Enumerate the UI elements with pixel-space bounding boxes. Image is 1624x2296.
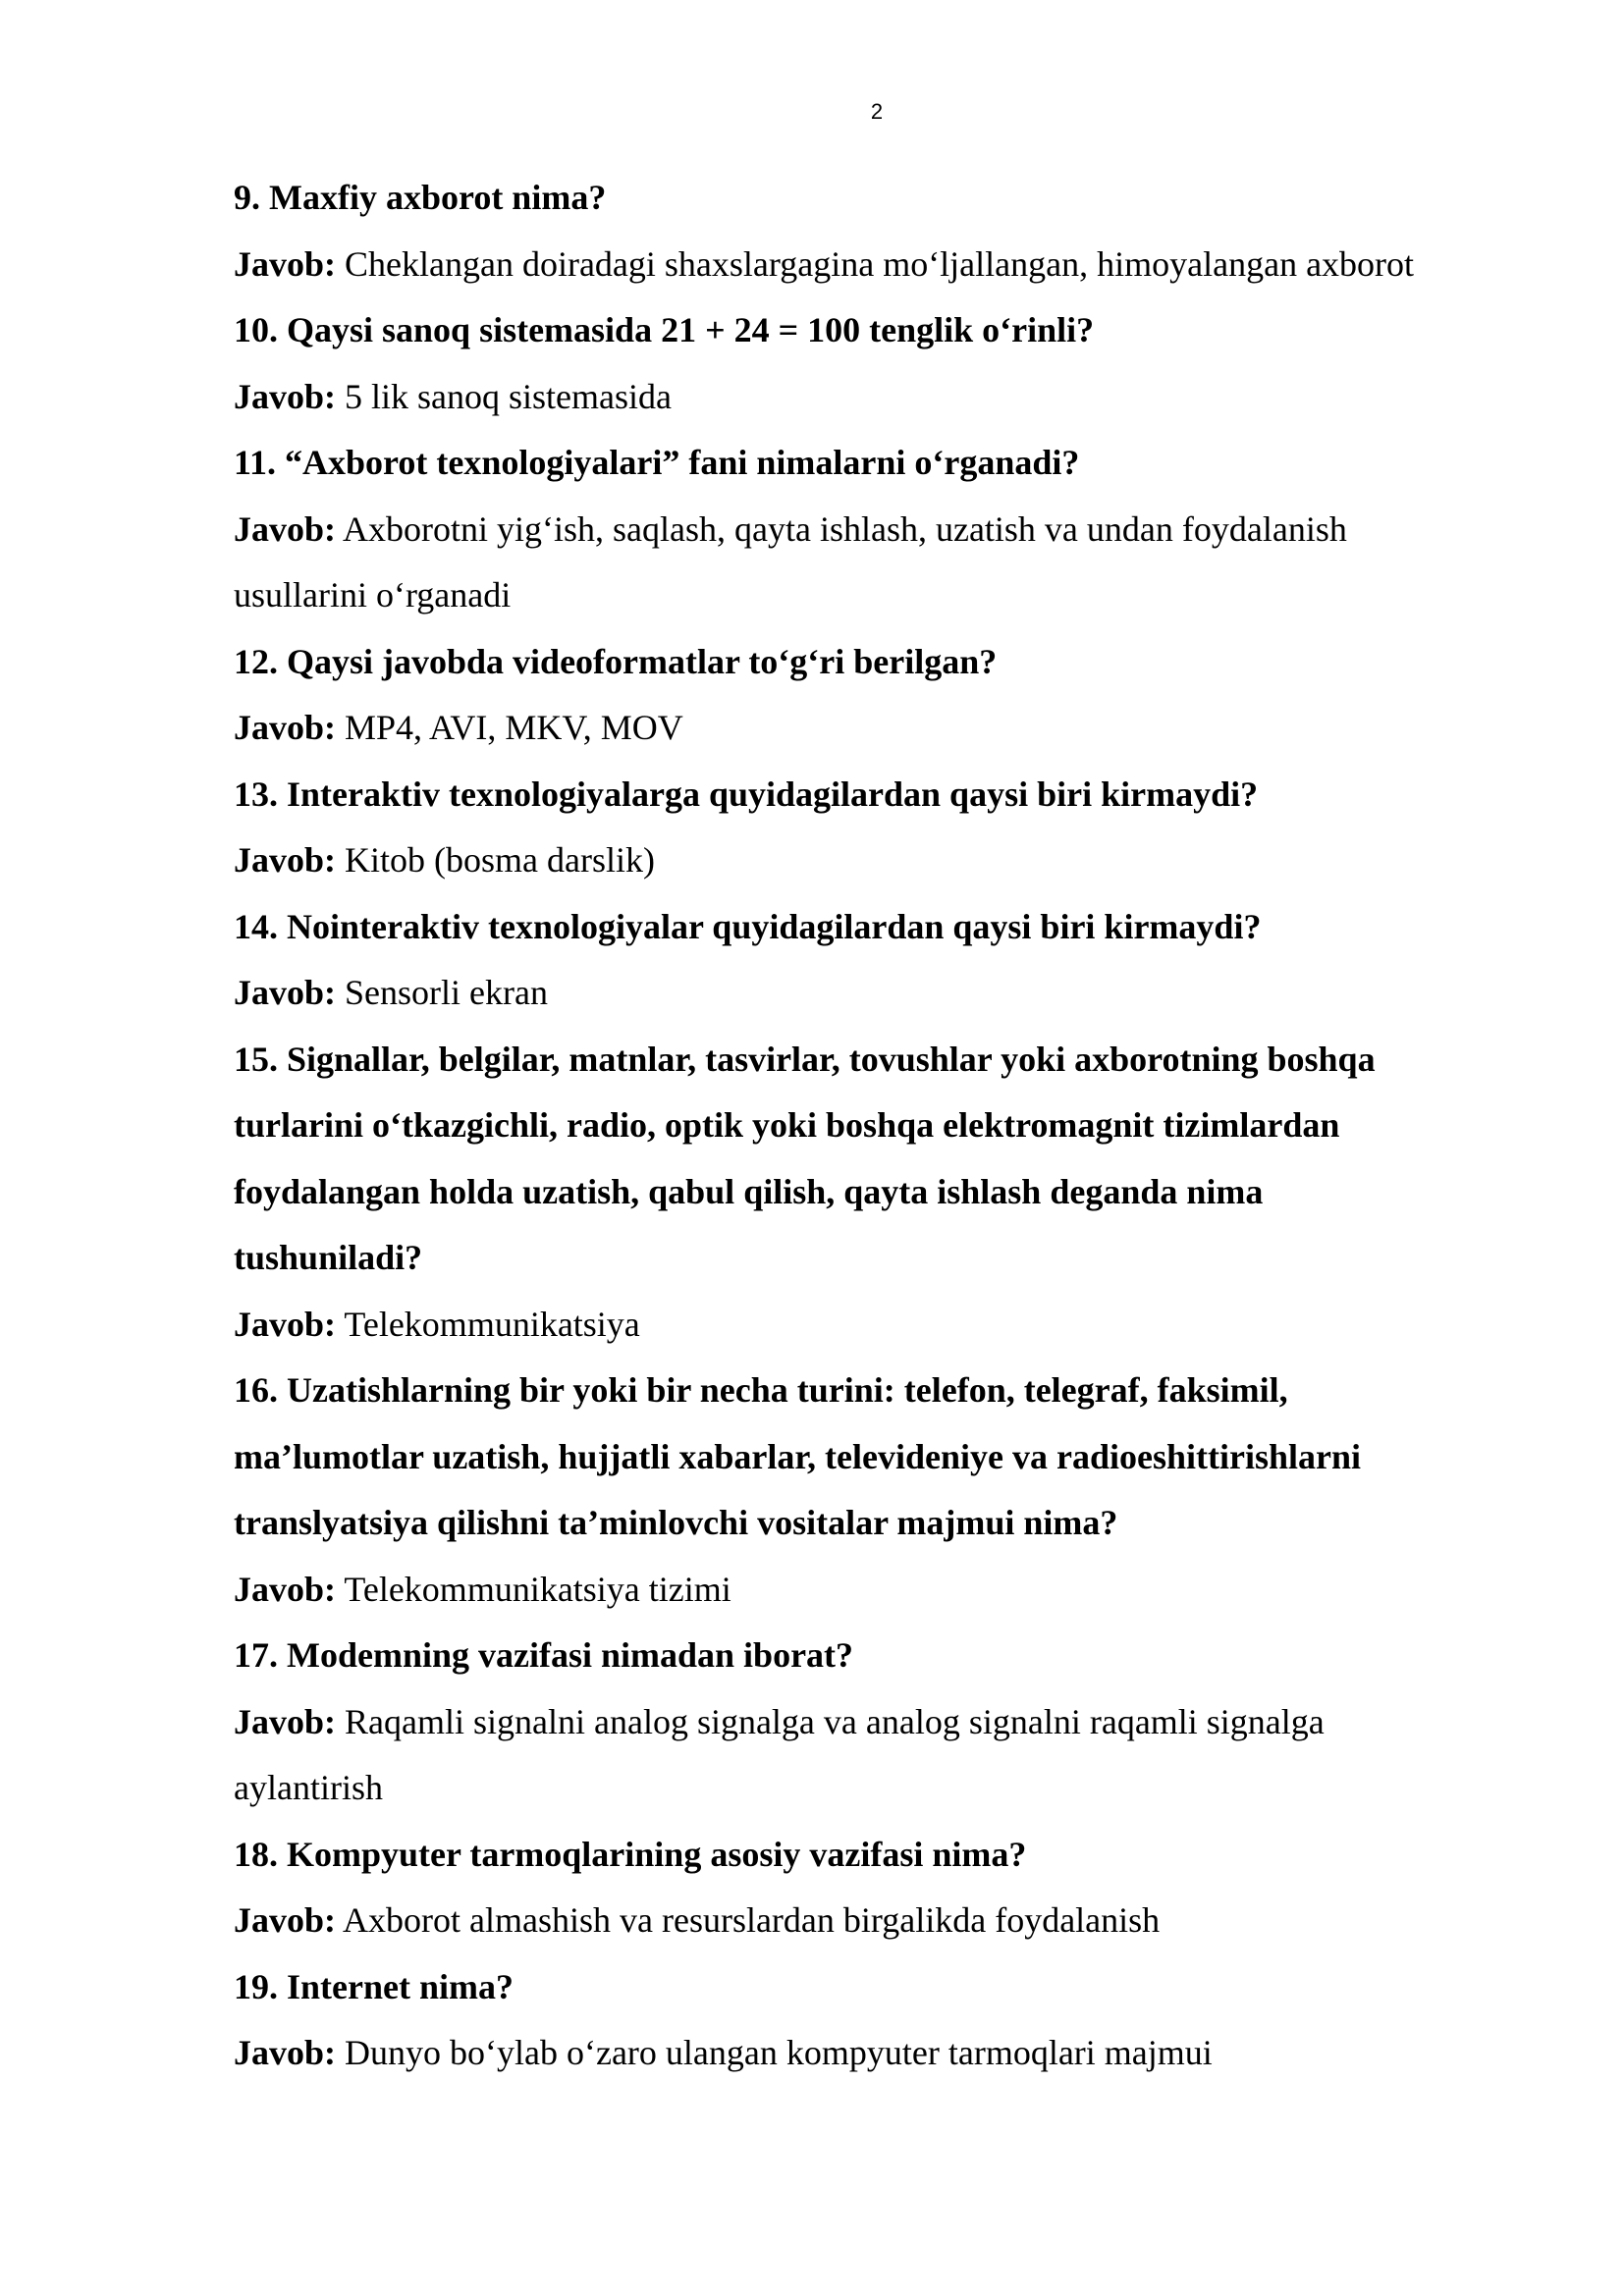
answer-text: Sensorli ekran (345, 973, 548, 1012)
qa-item (234, 1358, 1549, 1623)
answer-line (234, 497, 1549, 563)
qa-list (234, 165, 1549, 2087)
answer-label: Javob: (234, 508, 337, 549)
answer-label: Javob: (234, 2033, 337, 2072)
qa-item (234, 430, 1549, 629)
answer (234, 1689, 1549, 1822)
question (234, 297, 1549, 364)
answer-text: Telekommunikatsiya tizimi (344, 1569, 731, 1609)
question (234, 1822, 1549, 1889)
answer-label: Javob: (234, 708, 337, 747)
answer-text: MP4, AVI, MKV, MOV (345, 708, 683, 747)
qa-item (234, 1027, 1549, 1359)
answer-line (234, 828, 1549, 894)
answer-line (234, 1557, 1549, 1624)
answer (234, 1888, 1549, 1954)
question-line: ma’lumotlar uzatish, hujjatli xabarlar, televideniye va radioeshittirishlarni (234, 1436, 1361, 1476)
question-line: 9. Maxfiy axborot nima? (234, 178, 607, 217)
answer-line (234, 695, 1549, 762)
question-line: 16. Uzatishlarning bir yoki bir necha turini: telefon, telegraf, faksimil, (234, 1370, 1288, 1410)
answer-text: usullarini o‘rganadi (234, 575, 512, 614)
answer-line (234, 960, 1549, 1027)
answer-line (234, 1755, 1549, 1822)
answer (234, 2020, 1549, 2087)
question (234, 1027, 1549, 1292)
question (234, 894, 1549, 961)
answer-label: Javob: (234, 1900, 337, 1940)
question (234, 1623, 1549, 1689)
question-line: 11. “Axborot texnologiyalari” fani nimalarni o‘rganadi? (234, 443, 1080, 482)
qa-item (234, 165, 1549, 297)
qa-item (234, 1623, 1549, 1822)
answer (234, 960, 1549, 1027)
answer-text: 5 lik sanoq sistemasida (345, 376, 672, 416)
question (234, 165, 1549, 232)
answer (234, 1557, 1549, 1624)
question-line: 12. Qaysi javobda videoformatlar to‘g‘ri berilgan? (234, 641, 998, 681)
qa-item (234, 1954, 1549, 2087)
question-line: 19. Internet nima? (234, 1966, 514, 2006)
answer-label: Javob: (234, 973, 337, 1012)
question (234, 762, 1549, 828)
answer-text: Dunyo bo‘ylab o‘zaro ulangan kompyuter tarmoqlari majmui (345, 2033, 1213, 2072)
answer-label: Javob: (234, 1304, 337, 1344)
answer-text: Axborotni yig‘ish, saqlash, qayta ishlash, uzatish va undan foydalanish (343, 508, 1347, 549)
answer (234, 695, 1549, 762)
answer-text: Telekommunikatsiya (344, 1304, 640, 1344)
question (234, 629, 1549, 696)
answer (234, 828, 1549, 894)
answer-label: Javob: (234, 1701, 337, 1741)
answer (234, 497, 1549, 629)
question-line: 15. Signallar, belgilar, matnlar, tasvirlar, tovushlar yoki axborotning boshqa (234, 1039, 1376, 1079)
question-line: tushuniladi? (234, 1238, 423, 1277)
answer-text: Kitob (bosma darslik) (345, 840, 655, 880)
answer-text: Axborot almashish va resurslardan birgalikda foydalanish (343, 1900, 1161, 1940)
qa-item (234, 629, 1549, 762)
answer-text: Raqamli signalni analog signalga va analog signalni raqamli signalga (345, 1701, 1325, 1741)
answer-label: Javob: (234, 840, 337, 880)
answer-text: aylantirish (234, 1768, 383, 1807)
question-line: 17. Modemning vazifasi nimadan iborat? (234, 1635, 854, 1675)
question-line: translyatsiya qilishni ta’minlovchi vositalar majmui nima? (234, 1503, 1118, 1542)
answer (234, 1292, 1549, 1359)
page-number: 2 (870, 99, 884, 124)
answer-line (234, 1292, 1549, 1359)
answer-line (234, 562, 1549, 629)
answer-line (234, 1689, 1549, 1756)
answer-label: Javob: (234, 376, 337, 416)
question-line: 14. Nointeraktiv texnologiyalar quyidagilardan qaysi biri kirmaydi? (234, 906, 1262, 946)
answer-label: Javob: (234, 1569, 337, 1609)
answer-text: Cheklangan doiradagi shaxslargagina mo‘ljallangan, himoyalangan axborot (345, 243, 1415, 284)
question-line: 18. Kompyuter tarmoqlarining asosiy vazifasi nima? (234, 1834, 1027, 1874)
question-line: turlarini o‘tkazgichli, radio, optik yoki boshqa elektromagnit tizimlardan (234, 1105, 1340, 1145)
answer (234, 364, 1549, 431)
answer (234, 232, 1549, 298)
question (234, 1358, 1549, 1557)
question (234, 1954, 1549, 2021)
answer-label: Javob: (234, 243, 337, 284)
qa-item (234, 894, 1549, 1027)
answer-line (234, 364, 1549, 431)
qa-item (234, 762, 1549, 894)
answer-line (234, 1888, 1549, 1954)
answer-line (234, 2020, 1549, 2087)
qa-item (234, 297, 1549, 430)
qa-item (234, 1822, 1549, 1954)
question-line: foydalangan holda uzatish, qabul qilish, qayta ishlash deganda nima (234, 1171, 1264, 1211)
question-line: 10. Qaysi sanoq sistemasida 21 + 24 = 100 tenglik o‘rinli? (234, 310, 1095, 349)
answer-line (234, 232, 1549, 298)
question-line: 13. Interaktiv texnologiyalarga quyidagilardan qaysi biri kirmaydi? (234, 774, 1259, 814)
question (234, 430, 1549, 497)
